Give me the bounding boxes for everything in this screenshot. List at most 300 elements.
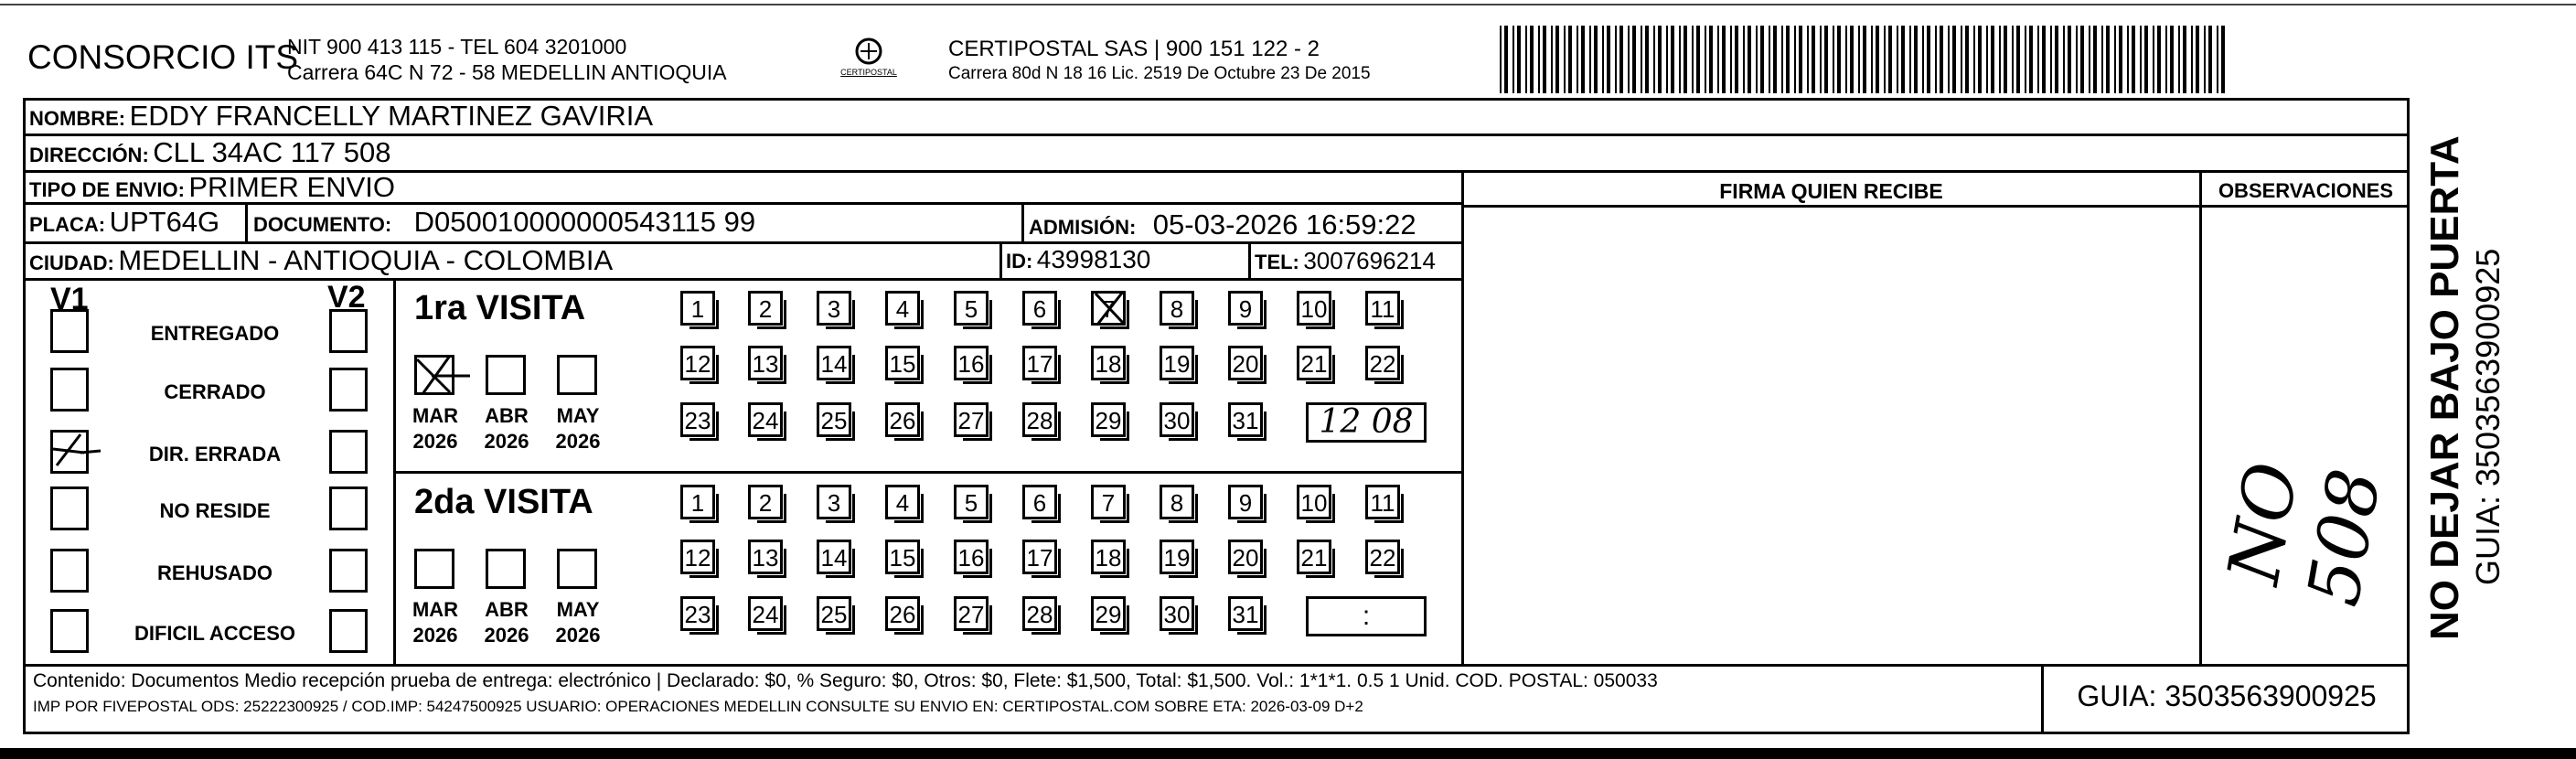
barcode-bar [1824, 26, 1828, 93]
barcode-bar [1722, 26, 1726, 93]
time-box[interactable] [1306, 596, 1427, 636]
day-number: 16 [957, 544, 985, 572]
day-box[interactable] [817, 540, 851, 574]
documento-label: DOCUMENTO: [253, 213, 392, 236]
barcode-bar [2055, 26, 2058, 93]
v1-checkbox[interactable] [50, 609, 89, 653]
time-value: 12 08 [1319, 403, 1414, 441]
day-box[interactable] [680, 540, 715, 574]
month-label: ABR [485, 404, 529, 427]
barcode-bar [1884, 26, 1886, 93]
day-box[interactable] [1022, 596, 1057, 631]
day-number: 19 [1163, 544, 1191, 572]
barcode-bar [2204, 26, 2206, 93]
barcode-bar [2042, 26, 2046, 93]
day-number: 2 [758, 295, 773, 323]
barcode-bar [2196, 26, 2199, 93]
day-box[interactable] [1091, 596, 1126, 631]
side-warning: NO DEJAR BAJO PUERTA [2422, 135, 2467, 640]
day-box[interactable] [954, 402, 989, 437]
day-number: 28 [1026, 407, 1053, 434]
barcode-bar [1858, 26, 1860, 93]
day-number: 3 [827, 295, 841, 323]
day-number: 16 [957, 350, 985, 378]
sender-address: Carrera 64C N 72 - 58 MEDELLIN ANTIOQUIA [287, 60, 727, 84]
barcode-bar [1735, 26, 1738, 93]
barcode-bar [1760, 26, 1764, 93]
day-box[interactable] [1160, 346, 1194, 380]
barcode-bar [1769, 26, 1770, 93]
day-number: 17 [1026, 350, 1053, 378]
day-box[interactable] [817, 596, 851, 631]
barcode-bar [2029, 26, 2033, 93]
tel-value: 3007696214 [1303, 247, 1436, 274]
barcode-bar [1871, 26, 1873, 93]
month-label: MAR [412, 404, 459, 427]
sender-name: CONSORCIO ITS [27, 38, 299, 76]
day-number: 23 [684, 407, 711, 434]
barcode-bar [1512, 26, 1514, 93]
row-line [1461, 205, 2410, 208]
barcode-bar [1948, 26, 1950, 93]
day-box[interactable] [680, 402, 715, 437]
day-number: 6 [1032, 489, 1047, 517]
day-box[interactable] [1228, 346, 1263, 380]
day-number: 14 [820, 544, 848, 572]
day-box[interactable] [1022, 291, 1057, 326]
day-box[interactable] [1160, 540, 1194, 574]
barcode-bar [1645, 26, 1649, 93]
day-number: 22 [1369, 350, 1396, 378]
barcode-bar [1991, 26, 1994, 93]
day-box[interactable] [1160, 485, 1194, 519]
barcode-bar [1607, 26, 1610, 93]
barcode-bar [1794, 26, 1796, 93]
barcode-bar [1705, 26, 1706, 93]
barcode-bar [1555, 26, 1559, 93]
status-option-label: CERRADO [164, 380, 266, 403]
v2-checkbox[interactable] [329, 609, 368, 653]
tel-field [1255, 247, 1436, 275]
day-box[interactable] [885, 596, 920, 631]
v2-checkbox[interactable] [329, 549, 368, 593]
carrier-name-nit: CERTIPOSTAL SAS | 900 151 122 - 2 [948, 37, 1320, 61]
barcode-bar [1999, 26, 2001, 93]
day-box[interactable] [1160, 402, 1194, 437]
month-checkbox[interactable] [557, 549, 597, 589]
barcode-bar [2208, 26, 2212, 93]
day-number: 12 [684, 350, 711, 378]
day-box[interactable] [885, 485, 920, 519]
day-number: 30 [1163, 601, 1191, 628]
day-box[interactable] [1160, 291, 1194, 326]
day-box[interactable] [1297, 485, 1331, 519]
day-box[interactable] [1091, 485, 1126, 519]
barcode-bar [2178, 26, 2180, 93]
nombre-value: EDDY FRANCELLY MARTINEZ GAVIRIA [129, 100, 654, 132]
day-number: 17 [1026, 544, 1053, 572]
barcode-bar [2050, 26, 2052, 93]
barcode-bar [2170, 26, 2174, 93]
direccion-value: CLL 34AC 117 508 [153, 136, 391, 168]
barcode-bar [1935, 26, 1937, 93]
v1-checkbox[interactable] [50, 486, 89, 530]
day-number: 14 [820, 350, 848, 378]
status-option-label: DIFICIL ACCESO [134, 622, 295, 645]
barcode-bar [2144, 26, 2148, 93]
documento-value: D050010000000543115 99 [413, 206, 756, 238]
placa-value: UPT64G [109, 206, 220, 238]
barcode-bar [1577, 26, 1578, 93]
day-box[interactable] [680, 485, 715, 519]
day-box[interactable] [954, 291, 989, 326]
tipo-label: TIPO DE ENVIO: [29, 178, 185, 201]
barcode-bar [2089, 26, 2090, 93]
barcode-bar [1594, 26, 1598, 93]
col-line [999, 241, 1002, 278]
year-label: 2026 [412, 624, 458, 647]
day-box[interactable] [817, 485, 851, 519]
check-mark-icon [49, 429, 104, 475]
day-box[interactable] [1228, 596, 1263, 631]
status-option-label: ENTREGADO [150, 322, 280, 345]
barcode-bar [1543, 26, 1546, 93]
barcode-bar [1658, 26, 1662, 93]
side-guia: GUIA: 3503563900925 [2469, 248, 2507, 585]
day-box[interactable] [817, 291, 851, 326]
day-number: 29 [1095, 407, 1122, 434]
v1-checkbox[interactable] [50, 549, 89, 593]
day-number: 27 [957, 407, 985, 434]
day-number: 3 [827, 489, 841, 517]
barcode-bar [2114, 26, 2116, 93]
row-line [23, 664, 2410, 667]
day-number: 31 [1232, 407, 1259, 434]
barcode-bar [1901, 26, 1905, 93]
day-box[interactable] [1022, 346, 1057, 380]
day-number: 2 [758, 489, 773, 517]
day-number: 1 [690, 295, 705, 323]
day-box[interactable] [1365, 291, 1400, 326]
visit-divider [393, 471, 1461, 474]
ciudad-field [29, 244, 613, 277]
logo-text: CERTIPOSTAL [840, 68, 897, 77]
day-box[interactable] [1297, 540, 1331, 574]
day-number: 5 [964, 295, 978, 323]
barcode-bar [2004, 26, 2007, 93]
barcode-bar [2127, 26, 2129, 93]
status-option-label: DIR. ERRADA [148, 443, 282, 465]
barcode-bar [1786, 26, 1790, 93]
col-line [245, 202, 248, 241]
day-number: 28 [1026, 601, 1053, 628]
certipostal-logo [832, 33, 905, 88]
check-mark-icon [413, 352, 477, 398]
v1-checkbox[interactable] [50, 430, 89, 474]
day-number: 25 [820, 601, 848, 628]
col-line [1021, 202, 1024, 241]
day-box[interactable] [885, 291, 920, 326]
barcode-bar [1517, 26, 1521, 93]
day-number: 21 [1300, 350, 1328, 378]
barcode-bar [1837, 26, 1841, 93]
barcode-bar [1986, 26, 1988, 93]
barcode-bar [2063, 26, 2065, 93]
day-box[interactable] [748, 485, 783, 519]
v2-checkbox[interactable] [329, 430, 368, 474]
barcode-bar [1602, 26, 1604, 93]
day-number: 24 [752, 407, 779, 434]
barcode-bar [2016, 26, 2020, 93]
barcode-bar [2157, 26, 2161, 93]
day-box[interactable] [1228, 291, 1263, 326]
day-number: 27 [957, 601, 985, 628]
barcode-bar [1876, 26, 1879, 93]
day-number: 7 [1101, 489, 1116, 517]
barcode-bar [1978, 26, 1982, 93]
barcode-bar [1525, 26, 1527, 93]
day-number: 11 [1370, 295, 1395, 323]
time-box[interactable] [1306, 402, 1427, 443]
barcode-bar [1615, 26, 1617, 93]
status-option-label: REHUSADO [157, 561, 273, 584]
v2-checkbox[interactable] [329, 486, 368, 530]
day-box[interactable] [748, 346, 783, 380]
id-label: ID: [1006, 250, 1033, 273]
direccion-label: DIRECCIÓN: [29, 144, 149, 166]
barcode-bar [1850, 26, 1854, 93]
barcode-bar [2037, 26, 2039, 93]
month-checkbox[interactable] [486, 549, 526, 589]
barcode-bar [1504, 26, 1508, 93]
day-number: 18 [1095, 544, 1122, 572]
admision-label: ADMISIÓN: [1029, 216, 1137, 239]
day-number: 23 [684, 601, 711, 628]
barcode-bar [1888, 26, 1892, 93]
ciudad-value: MEDELLIN - ANTIOQUIA - COLOMBIA [118, 244, 614, 276]
barcode-bar [1568, 26, 1572, 93]
day-box[interactable] [1022, 540, 1057, 574]
day-number: 24 [752, 601, 779, 628]
observaciones-header: OBSERVACIONES [2218, 179, 2394, 202]
day-number: 12 [684, 544, 711, 572]
day-number: 13 [752, 350, 779, 378]
row-line [23, 278, 1463, 281]
v2-checkbox[interactable] [329, 368, 368, 412]
month-label: ABR [485, 598, 529, 621]
day-number: 20 [1232, 350, 1259, 378]
day-box[interactable] [1228, 540, 1263, 574]
barcode-bar [2153, 26, 2154, 93]
barcode-bar [1692, 26, 1694, 93]
month-checkbox[interactable] [557, 355, 597, 395]
barcode-bar [1679, 26, 1681, 93]
day-box[interactable] [680, 291, 715, 326]
barcode-bar [1500, 26, 1502, 93]
postal-emblem-icon [832, 33, 905, 88]
day-box[interactable] [748, 540, 783, 574]
barcode-bar [1709, 26, 1713, 93]
day-box[interactable] [680, 596, 715, 631]
day-box[interactable] [748, 596, 783, 631]
day-box[interactable] [954, 485, 989, 519]
barcode-bar [1909, 26, 1911, 93]
day-box[interactable] [680, 346, 715, 380]
day-box[interactable] [748, 402, 783, 437]
year-label: 2026 [555, 624, 601, 647]
barcode-bar [2165, 26, 2167, 93]
documento-field [253, 206, 755, 239]
v1-checkbox[interactable] [50, 309, 89, 353]
nombre-label: NOMBRE: [29, 107, 126, 130]
day-box[interactable] [954, 346, 989, 380]
visit-title: 1ra VISITA [414, 289, 586, 327]
year-label: 2026 [484, 430, 529, 453]
day-box[interactable] [1091, 540, 1126, 574]
tipo-field [29, 171, 395, 204]
barcode-bar [1564, 26, 1566, 93]
col-line [1461, 170, 1464, 664]
barcode-bar [2080, 26, 2084, 93]
barcode-bar [1683, 26, 1687, 93]
day-box[interactable] [1091, 402, 1126, 437]
day-box[interactable] [1022, 485, 1057, 519]
tel-label: TEL: [1255, 251, 1299, 273]
firma-header: FIRMA QUIEN RECIBE [1719, 179, 1943, 203]
barcode-bar [2025, 26, 2026, 93]
tipo-value: PRIMER ENVIO [188, 171, 396, 203]
footer-line2: IMP POR FIVEPOSTAL ODS: 25222300925 / COD.IMP: 54247500925 USUARIO: OPERACIONES MEDELLIN CONSULTE SU ENVIO EN: CERTIPOSTAL.COM SOBRE ETA: 2026-03-09 D+2 [33, 698, 1363, 715]
barcode-bar [1897, 26, 1898, 93]
v2-label: V2 [327, 280, 366, 315]
id-value: 43998130 [1036, 245, 1151, 273]
day-number: 22 [1369, 544, 1396, 572]
barcode-bar [1632, 26, 1636, 93]
bottom-bar [0, 748, 2576, 759]
day-number: 25 [820, 407, 848, 434]
day-box[interactable] [1091, 291, 1126, 326]
barcode-bar [2068, 26, 2071, 93]
barcode-bar [1812, 26, 1815, 93]
day-number: 10 [1300, 489, 1328, 517]
barcode-bar [2217, 26, 2218, 93]
barcode-bar [1820, 26, 1822, 93]
barcode-bar [1666, 26, 1668, 93]
barcode-bar [1538, 26, 1540, 93]
col-line [1248, 241, 1251, 278]
day-number: 8 [1170, 489, 1184, 517]
barcode-bar [2183, 26, 2186, 93]
barcode-bar [2119, 26, 2122, 93]
placa-field [29, 206, 219, 239]
day-number: 20 [1232, 544, 1259, 572]
barcode-bar [1641, 26, 1642, 93]
day-box[interactable] [1297, 291, 1331, 326]
observation-handwritten: NO 508 [2212, 456, 2398, 612]
month-checkbox[interactable] [414, 549, 454, 589]
barcode-bar [1807, 26, 1809, 93]
barcode-bar [1922, 26, 1924, 93]
day-number: 5 [964, 489, 978, 517]
day-box[interactable] [1297, 346, 1331, 380]
footer-guia: GUIA: 3503563900925 [2077, 679, 2377, 712]
barcode-bar [1914, 26, 1918, 93]
barcode-bar [1581, 26, 1585, 93]
day-number: 4 [895, 489, 910, 517]
day-box[interactable] [1022, 402, 1057, 437]
nombre-field [29, 100, 653, 133]
month-checkbox[interactable] [414, 355, 454, 395]
barcode-bar [1961, 26, 1962, 93]
month-checkbox[interactable] [486, 355, 526, 395]
col-line [2199, 170, 2202, 664]
barcode-bar [1863, 26, 1866, 93]
day-box[interactable] [817, 402, 851, 437]
barcode-bar [1748, 26, 1751, 93]
day-box[interactable] [817, 346, 851, 380]
barcode-bar [2191, 26, 2193, 93]
status-option-label: NO RESIDE [159, 499, 271, 522]
year-label: 2026 [412, 430, 458, 453]
day-box[interactable] [1160, 596, 1194, 631]
day-box[interactable] [1365, 540, 1400, 574]
id-field [1006, 245, 1150, 274]
barcode-bar [1845, 26, 1847, 93]
barcode-bar [2093, 26, 2097, 93]
year-label: 2026 [484, 624, 529, 647]
v2-checkbox[interactable] [329, 309, 368, 353]
day-number: 6 [1032, 295, 1047, 323]
barcode-bar [1653, 26, 1655, 93]
day-box[interactable] [885, 540, 920, 574]
day-number: 8 [1170, 295, 1184, 323]
day-number: 11 [1370, 489, 1395, 517]
day-box[interactable] [1091, 346, 1126, 380]
day-box[interactable] [954, 596, 989, 631]
barcode-bar [1530, 26, 1534, 93]
day-box[interactable] [1228, 402, 1263, 437]
day-box[interactable] [885, 346, 920, 380]
day-box[interactable] [885, 402, 920, 437]
day-number: 13 [752, 544, 779, 572]
barcode-bar [1940, 26, 1943, 93]
day-number: 4 [895, 295, 910, 323]
day-box[interactable] [1365, 485, 1400, 519]
barcode-bar [2012, 26, 2014, 93]
barcode-bar [2221, 26, 2225, 93]
carrier-address: Carrera 80d N 18 16 Lic. 2519 De Octubre 23 De 2015 [948, 64, 1371, 83]
barcode-bar [1927, 26, 1930, 93]
day-box[interactable] [1228, 485, 1263, 519]
day-number: 31 [1232, 601, 1259, 628]
day-box[interactable] [1365, 346, 1400, 380]
check-mark-icon [1090, 288, 1130, 328]
barcode-bar [1833, 26, 1834, 93]
day-number: 9 [1238, 295, 1253, 323]
barcode-bar [1696, 26, 1700, 93]
day-box[interactable] [954, 540, 989, 574]
month-label: MAR [412, 598, 459, 621]
barcode-bar [2140, 26, 2142, 93]
admision-field [1029, 208, 1416, 241]
day-number: 15 [889, 350, 916, 378]
direccion-field [29, 136, 390, 169]
barcode-bar [2106, 26, 2110, 93]
day-box[interactable] [748, 291, 783, 326]
v1-checkbox[interactable] [50, 368, 89, 412]
barcode-bar [1952, 26, 1956, 93]
sender-nit-tel: NIT 900 413 115 - TEL 604 3201000 [287, 35, 627, 59]
